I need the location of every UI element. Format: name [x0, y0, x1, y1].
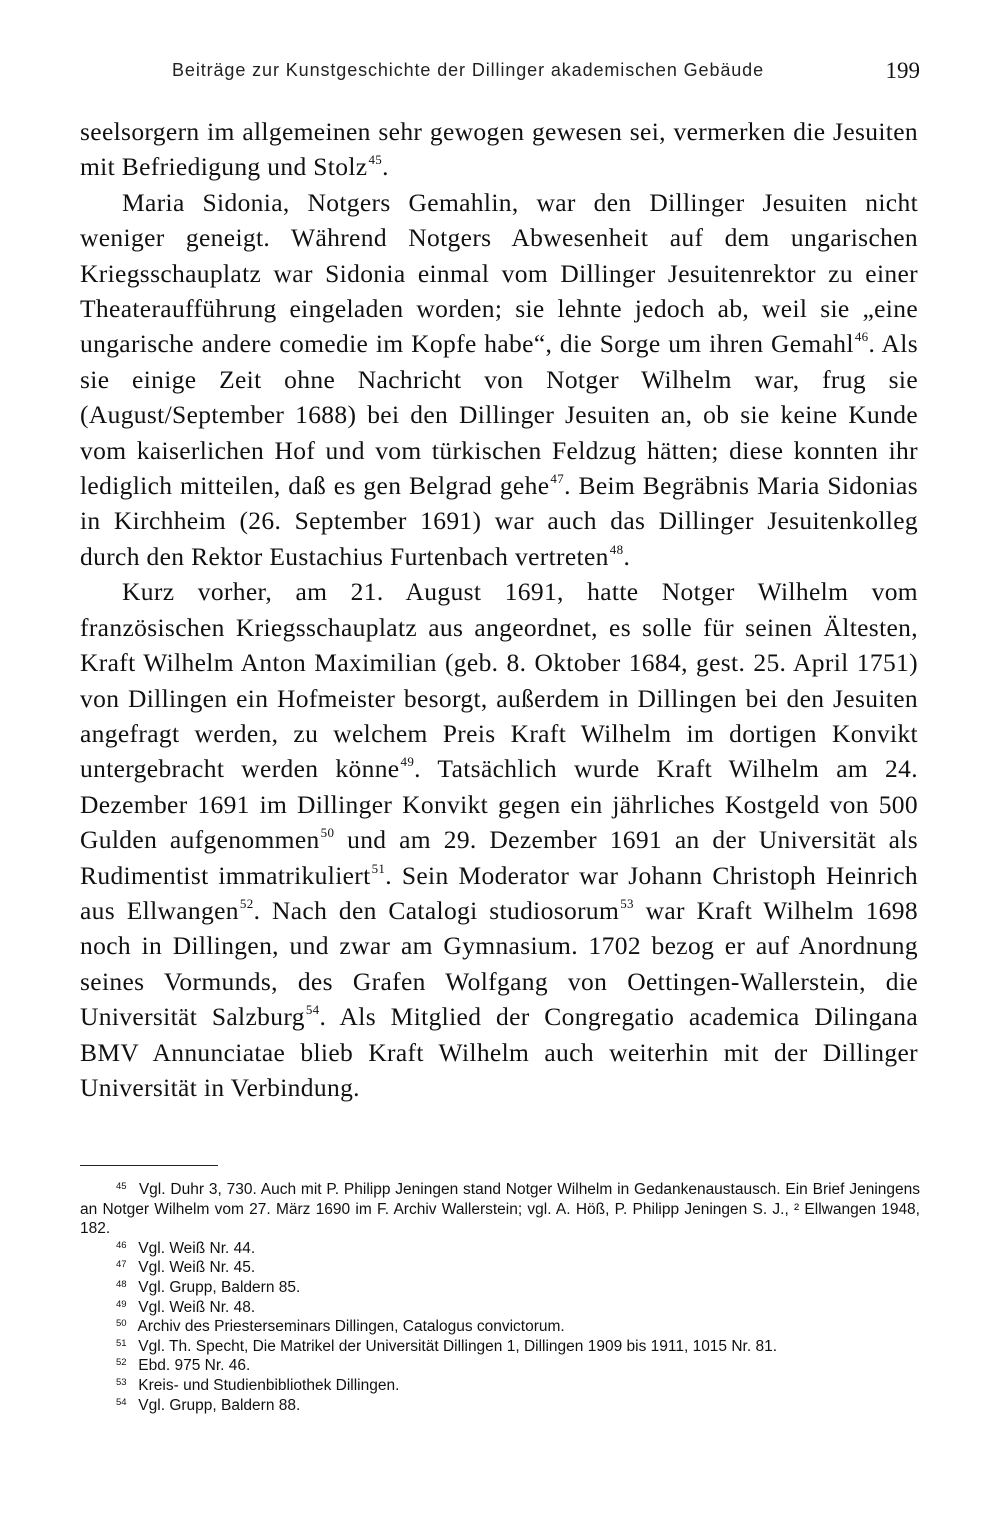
paragraph-text: Kurz vorher, am 21. August 1691, hatte Notger Wilhelm vom französischen Kriegsschauplatz aus angeordnet, es solle für seinen Ältesten, Kraft Wilhelm Anton Maximilian (geb. 8. Oktober 1684, gest. 25. April 1751) von Dillingen ein Hofmeister besorgt, außerdem in Dillingen bei den Jesuiten angefragt werden, zu welchem Preis Kraft Wilhelm im dortigen Konvikt untergebracht werden könne	[80, 577, 918, 784]
footnote-marker[interactable]: 52	[239, 895, 254, 911]
paragraph-text: . Als Mitglied der Congregatio academica Dilingana BMV Annunciatae blieb Kraft Wilhelm auch weiterhin mit der Dillinger Universität in Verbindung.	[80, 1002, 918, 1102]
footnote: 48 Vgl. Grupp, Baldern 85.	[116, 1278, 301, 1296]
paragraph-text: .	[623, 541, 631, 571]
footnote-marker[interactable]: 45	[368, 152, 383, 168]
paragraph-text: Maria Sidonia, Notgers Gemahlin, war den Dillinger Jesuiten nicht weniger geneigt. Während Notgers Abwesenheit auf dem ungarischen Kriegsschauplatz war Sidonia einmal vom Dillinger Jesuitenrektor zu einer Theateraufführung eingeladen worden; sie lehnte jedoch ab, weil sie „eine ungarische andere comedie im Kopfe habe“, die Sorge um ihren Gemahl	[80, 187, 918, 359]
footnote-text: Vgl. Grupp, Baldern 85.	[134, 1278, 301, 1296]
footnote-text: Vgl. Weiß Nr. 44.	[134, 1239, 256, 1257]
running-title: Beiträge zur Kunstgeschichte der Dillinger akademischen Gebäude	[172, 60, 765, 80]
footnote-marker[interactable]: 47	[550, 471, 565, 487]
footnote-text: Vgl. Weiß Nr. 48.	[134, 1298, 256, 1316]
footnote: 52 Ebd. 975 Nr. 46.	[116, 1357, 251, 1375]
footnote: 53 Kreis- und Studienbibliothek Dillingen.	[116, 1376, 400, 1394]
footnote-marker[interactable]: 54	[305, 1002, 320, 1018]
paragraph-text: . Sein Moderator war Johann Christoph Heinrich aus Ellwangen	[80, 860, 918, 925]
footnote-marker[interactable]: 53	[620, 895, 634, 911]
footnote: 46 Vgl. Weiß Nr. 44.	[116, 1239, 256, 1257]
paragraph-text: .	[382, 152, 389, 182]
footnote-text: Vgl. Th. Specht, Die Matrikel der Universität Dillingen 1, Dillingen 1909 bis 1911, 1015 Nr. 81.	[134, 1337, 778, 1355]
paragraph-text: . Beim Begräbnis Maria Sidonias in Kirchheim (26. September 1691) war auch das Dillinger Jesuitenkolleg durch den Rektor Eustachius Furtenbach vertreten	[80, 471, 918, 571]
footnote: 45 Vgl. Duhr 3, 730. Auch mit P. Philipp Jeningen stand Notger Wilhelm in Gedankenaustausch. Ein Brief Jeningens an Notger Wilhelm vom 27. März 1690 im F. Archiv Wallerstein; vgl. A. Höß, P. Philipp Jeningen S. J., ² Ellwangen 1948, 182.	[80, 1181, 920, 1238]
footnote: 50 Archiv des Priesterseminars Dillingen, Catalogus convictorum.	[116, 1318, 565, 1336]
footnote-marker[interactable]: 51	[371, 860, 386, 876]
footnote-marker[interactable]: 50	[320, 825, 335, 841]
paragraph	[80, 574, 918, 1105]
footnote-divider	[80, 1165, 218, 1166]
page-number: 199	[885, 58, 920, 83]
footnote: 54 Vgl. Grupp, Baldern 88.	[116, 1396, 301, 1414]
footnote-text: Vgl. Weiß Nr. 45.	[134, 1259, 256, 1277]
footnote: 51 Vgl. Th. Specht, Die Matrikel der Universität Dillingen 1, Dillingen 1909 bis 1911, 1015 Nr. 81.	[116, 1337, 778, 1355]
footnote-text: Vgl. Grupp, Baldern 88.	[134, 1396, 301, 1414]
main-text	[80, 114, 918, 1105]
footnote-text: Ebd. 975 Nr. 46.	[134, 1357, 251, 1375]
paragraph	[80, 114, 918, 185]
paragraph-text: . Als sie einige Zeit ohne Nachricht von Notger Wilhelm war, frug sie (August/September 1688) bei den Dillinger Jesuiten an, ob sie keine Kunde vom kaiserlichen Hof und vom türkischen Feldzug hätten; diese konnten ihr lediglich mitteilen, daß es gen Belgrad gehe	[80, 329, 918, 501]
footnote-text: Archiv des Priesterseminars Dillingen, Catalogus convictorum.	[134, 1318, 565, 1336]
footnote: 49 Vgl. Weiß Nr. 48.	[116, 1298, 256, 1316]
paragraph-text: war Kraft Wilhelm 1698 noch in Dillingen, und zwar am Gymnasium. 1702 bezog er auf Anordnung seines Vormunds, des Grafen Wolfgang von Oettingen-Wallerstein, die Universität Salzburg	[80, 895, 918, 1032]
footnotes	[80, 1180, 920, 1415]
footnote-text: Kreis- und Studienbibliothek Dillingen.	[134, 1376, 400, 1394]
footnote-marker[interactable]: 48	[609, 541, 624, 557]
page-header	[120, 58, 920, 88]
paragraph-text: . Tatsächlich wurde Kraft Wilhelm am 24. Dezember 1691 im Dillinger Konvikt gegen ein jährliches Kostgeld von 500 Gulden aufgenommen	[80, 754, 918, 855]
paragraph	[80, 185, 918, 574]
footnote-marker[interactable]: 49	[400, 754, 415, 770]
footnote: 47 Vgl. Weiß Nr. 45.	[116, 1259, 256, 1277]
paragraph-text: . Nach den Catalogi studiosorum	[253, 895, 620, 925]
paragraph-text: und am 29. Dezember 1691 an der Universität als Rudimentist immatrikuliert	[80, 825, 919, 890]
paragraph-text: seelsorgern im allgemeinen sehr gewogen gewesen sei, vermerken die Jesuiten mit Befriedigung und Stolz	[80, 117, 918, 182]
footnote-text: Vgl. Duhr 3, 730. Auch mit P. Philipp Jeningen stand Notger Wilhelm in Gedankenaustausch. Ein Brief Jeningens an Notger Wilhelm vom 27. März 1690 im F. Archiv Wallerstein; vgl. A. Höß, P. Philipp Jeningen S. J., ² Ellwangen 1948, 182.	[80, 1181, 920, 1238]
footnote-marker[interactable]: 46	[854, 329, 869, 345]
